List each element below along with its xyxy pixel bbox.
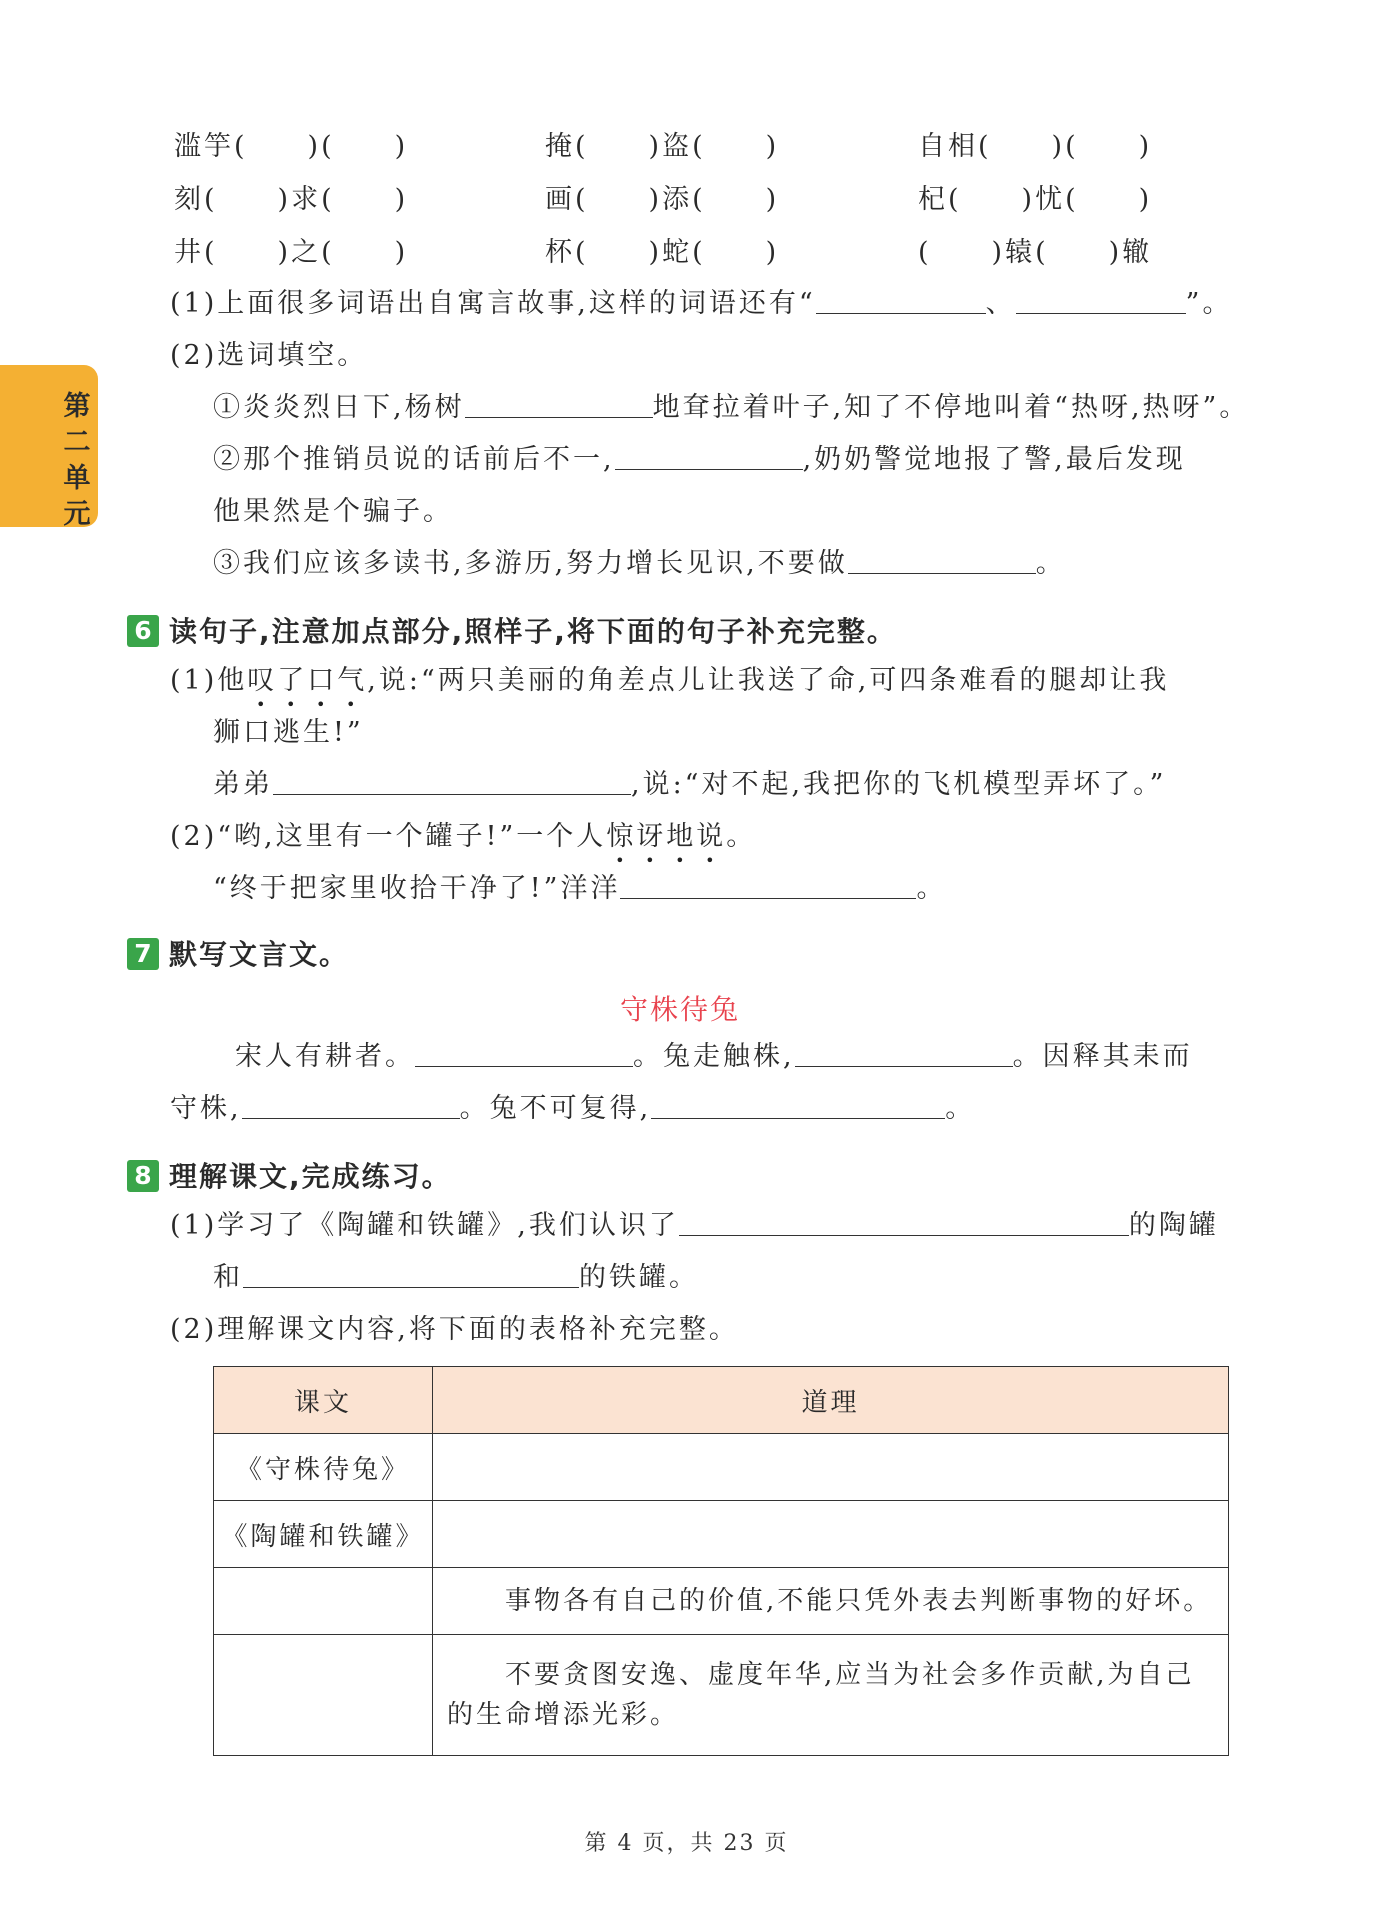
question-title: 默写文言文。 <box>169 938 350 971</box>
idiom-3-2: 杯( )蛇( ) <box>545 237 780 268</box>
q6-part2-example: “终于把家里收拾干净了!”洋洋 。 <box>213 873 947 904</box>
dotted-char: 地 <box>666 821 697 852</box>
dotted-char: 说 <box>696 821 727 852</box>
q6-part1: (1)他叹了口气,说:“两只美丽的角差点儿让我送了命,可四条难看的腿却让我 <box>170 665 1170 696</box>
idiom-3-3: ( )辕( )辙 <box>918 237 1153 268</box>
dotted-char: 叹 <box>247 665 278 696</box>
q6-part1-example: 弟弟 ,说:“对不起,我把你的飞机模型弄坏了。” <box>213 769 1167 800</box>
lesson-table <box>213 1366 1229 1756</box>
page-footer: 第 4 页，共 23 页 <box>584 1831 789 1856</box>
q8-part1-cont: 和 的铁罐。 <box>213 1262 699 1293</box>
q7-line1: 宋人有耕者。 。兔走触株, 。因释其耒而 <box>235 1041 1193 1072</box>
q5-sentence1: ①炎炎烈日下,杨树 地耷拉着叶子,知了不停地叫着“热呀,热呀”。 <box>213 392 1250 423</box>
idiom-2-2: 画( )添( ) <box>545 184 780 215</box>
idiom-2-3: 杞( )忧( ) <box>918 184 1153 215</box>
poem-title: 守株待兔 <box>620 993 741 1026</box>
answer-blank[interactable] <box>243 1261 579 1288</box>
question-title: 读句子,注意加点部分,照样子,将下面的句子补充完整。 <box>169 615 897 648</box>
table-row <box>214 1501 1229 1568</box>
q6-part2: (2)“哟,这里有一个罐子!”一个人惊讶地说。 <box>170 821 757 852</box>
idiom-1-3: 自相( )( ) <box>918 131 1153 162</box>
answer-blank[interactable] <box>1016 287 1186 314</box>
q8-part2: (2)理解课文内容,将下面的表格补充完整。 <box>170 1314 739 1345</box>
question-title: 理解课文,完成练习。 <box>169 1160 452 1193</box>
q5-part1: (1)上面很多词语出自寓言故事,这样的词语还有“ 、 ”。 <box>170 288 1233 319</box>
answer-blank[interactable] <box>620 872 916 899</box>
q5-sentence2: ②那个推销员说的话前后不一, ,奶奶警觉地报了警,最后发现 <box>213 444 1186 475</box>
dotted-char: 气 <box>337 665 368 696</box>
table-row <box>214 1635 1229 1756</box>
dotted-char: 惊 <box>606 821 637 852</box>
q7-heading <box>127 933 349 973</box>
answer-cell[interactable] <box>433 1501 1229 1568</box>
answer-blank[interactable] <box>651 1092 945 1119</box>
q7-line2: 守株, 。兔不可复得, 。 <box>170 1093 976 1124</box>
answer-blank[interactable] <box>465 391 653 418</box>
table-cell: 不要贪图安逸、虚度年华,应当为社会多作贡献,为自己的生命增添光彩。 <box>433 1635 1229 1756</box>
q8-heading <box>127 1155 452 1195</box>
answer-blank[interactable] <box>273 768 631 795</box>
table-cell: 事物各有自己的价值,不能只凭外表去判断事物的好坏。 <box>433 1568 1229 1635</box>
idiom-3-1: 井( )之( ) <box>174 237 409 268</box>
question-number: 6 <box>127 615 159 647</box>
table-header: 道理 <box>433 1367 1229 1434</box>
dotted-char: 了 <box>277 665 308 696</box>
answer-blank[interactable] <box>615 443 803 470</box>
table-row <box>214 1434 1229 1501</box>
answer-blank[interactable] <box>848 547 1036 574</box>
answer-cell[interactable] <box>214 1635 433 1756</box>
question-number: 8 <box>127 1160 159 1192</box>
unit-label: 第二单元 <box>63 391 91 530</box>
q6-part1-cont: 狮口逃生!” <box>213 717 364 748</box>
answer-cell[interactable] <box>214 1568 433 1635</box>
question-number: 7 <box>127 938 159 970</box>
dotted-char: 口 <box>307 665 338 696</box>
idiom-1-2: 掩( )盗( ) <box>545 131 780 162</box>
idiom-2-1: 刻( )求( ) <box>174 184 409 215</box>
idiom-1-1: 滥竽( )( ) <box>174 131 409 162</box>
table-header-row <box>214 1367 1229 1434</box>
q5-part2: (2)选词填空。 <box>170 340 368 371</box>
answer-blank[interactable] <box>242 1092 460 1119</box>
table-header: 课文 <box>214 1367 433 1434</box>
answer-cell[interactable] <box>433 1434 1229 1501</box>
q8-part1: (1)学习了《陶罐和铁罐》,我们认识了 的陶罐 <box>170 1210 1219 1241</box>
q5-sentence2-cont: 他果然是个骗子。 <box>213 496 453 527</box>
dotted-char: 讶 <box>636 821 667 852</box>
table-cell: 《陶罐和铁罐》 <box>214 1501 433 1568</box>
answer-blank[interactable] <box>415 1040 633 1067</box>
q5-sentence3: ③我们应该多读书,多游历,努力增长见识,不要做 。 <box>213 548 1066 579</box>
table-cell: 《守株待兔》 <box>214 1434 433 1501</box>
answer-blank[interactable] <box>679 1209 1129 1236</box>
table-row <box>214 1568 1229 1635</box>
answer-blank[interactable] <box>795 1040 1013 1067</box>
answer-blank[interactable] <box>816 287 986 314</box>
unit-side-tab <box>0 365 98 530</box>
q6-heading <box>127 610 897 650</box>
